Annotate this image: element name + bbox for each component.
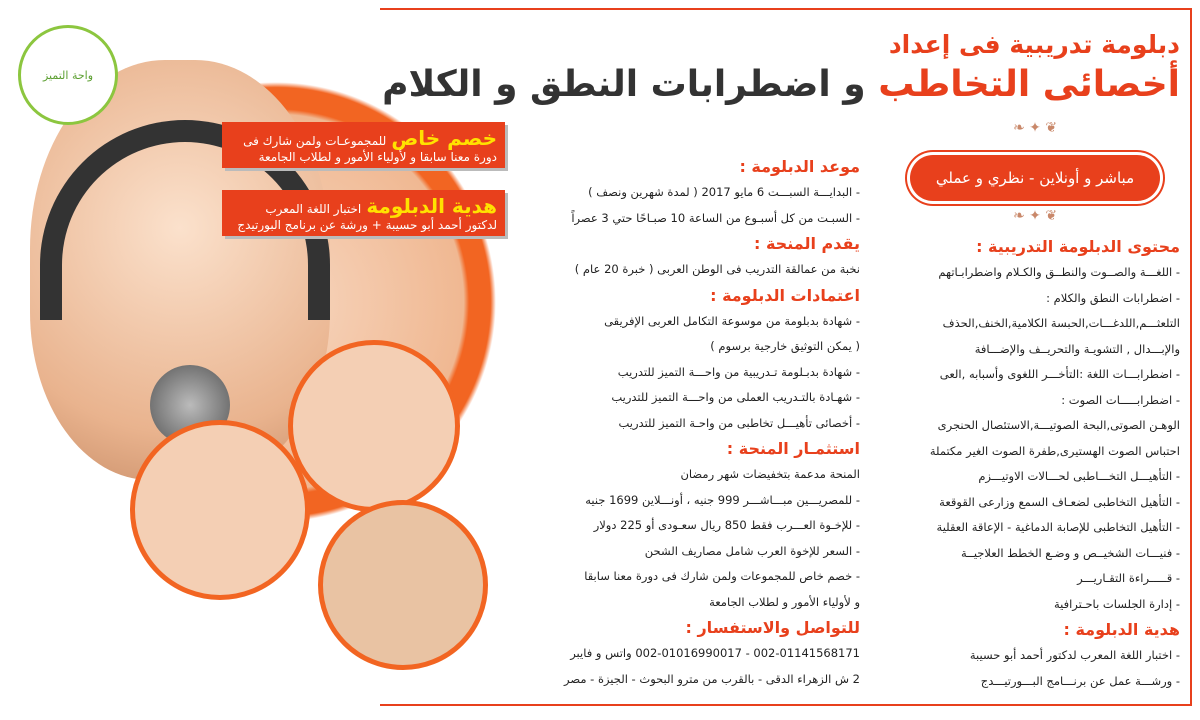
section-line: - البدايـــة السبـــت 6 مايو 2017 ( لمدة شهرين ونصف ): [588, 185, 860, 199]
section-line: - اضطرابـــات اللغة :التأخـــر اللغوى وأسبابه ,العى: [939, 367, 1180, 381]
section-line: 2 ش الزهراء الدقى - بالقرب من مترو البحوث - الجيزة - مصر: [564, 671, 860, 686]
section-line: التلعثـــم,اللدغـــات,الحبسة الكلامية,الخنف,الحذف: [942, 316, 1180, 330]
section-line: - أخصائى تأهيـــل تخاطبى من واحـة التميز للتدريب: [618, 415, 860, 430]
discount-text1: للمجموعـات ولمن شارك فى: [243, 134, 387, 148]
logo: [18, 25, 118, 125]
section-line: نخبة من عمالقة التدريب فى الوطن العربى ( خبرة 20 عام ): [574, 262, 860, 276]
section-line: ( يمكن التوثيق خارجية برسوم ): [710, 339, 860, 353]
section-line: - شهادة بدبـلومة تـدريبية من واحـــة التميز للتدريب: [617, 364, 860, 379]
section-line: احتباس الصوت الهستيرى,طفرة الصوت الغير مكتملة: [929, 443, 1180, 458]
title-dark: و اضطرابات النطق و الكلام: [382, 64, 879, 105]
gift-text2: لدكتور أحمد أبو حسيبة + ورشة عن برنامج البورتيدج: [237, 218, 497, 232]
section-line: - التأهيل التخاطبى للإصابة الدماغية - الإعاقة العقلية: [936, 520, 1180, 534]
section-line: - اضطرابات النطق والكلام :: [1046, 290, 1180, 305]
section-heading: اعتمادات الدبلومة :: [710, 285, 860, 305]
section-line: - قـــــراءة التقـاريـــر: [1077, 571, 1180, 585]
photo-girl-phone: [288, 340, 460, 512]
ornament-bottom: ❧ ✦ ❦: [1012, 208, 1058, 224]
gift-text1: اختبار اللغة المعرب: [265, 202, 362, 216]
section-line: - شهادة بدبلومة من موسوعة التكامل العربى الإفريقى: [604, 313, 860, 328]
section-line: - للإخـوة العـــرب فقط 850 ريال سعـودى أو 225 دولار: [593, 518, 860, 532]
discount-box: [222, 122, 505, 168]
gift-box: [222, 190, 505, 236]
section-line: - التأهيل التخاطبى لضعـاف السمع وزارعى القوقعة: [939, 494, 1180, 509]
section-line: - شهـادة بالتـدريب العملى من واحـــة التميز للتدريب: [611, 390, 860, 404]
section-line: الوهـن الصوتى,البحة الصوتيـــة,الاستئصال الحنجرى: [937, 418, 1180, 432]
title-red: أخصائى التخاطب: [878, 64, 1180, 105]
section-heading: استثمـار المنحة :: [726, 439, 860, 458]
section-heading: هدية الدبلومة :: [1063, 620, 1180, 639]
section-line: - فنيـــات الشخيــص و وضـع الخطط العلاجيــة: [960, 545, 1180, 560]
section-heading: للتواصل والاستفسار :: [685, 618, 860, 637]
section-heading: يقدم المنحة :: [753, 234, 860, 253]
section-line: - السبـت من كل أسبـوع من الساعة 10 صبـاحًا حتي 3 عصراً: [571, 210, 860, 225]
section-line: - إدارة الجلسات باحـترافية: [1053, 596, 1180, 611]
section-line: المنحة مدعمة بتخفيضات شهر رمضان: [680, 467, 860, 481]
section-line: و لأولياء الأمور و لطلاب الجامعة: [709, 594, 860, 609]
section-line: - اختبار اللغة المعرب لدكتور أحمد أبو حسيبة: [969, 648, 1180, 662]
section-heading: محتوى الدبلومة التدريبية :: [976, 237, 1180, 256]
title-line2: [382, 64, 1180, 105]
section-line: - للمصريـــين مبـــاشـــر 999 جنيه ، أونـــلاين 1699 جنيه: [585, 492, 860, 507]
section-line: - اللغـــة والصــوت والنطــق والكـلام واضطرابـاتهم: [938, 265, 1180, 279]
section-line: - خصم خاص للمجموعات ولمن شارك فى دورة معنا سابقا: [584, 569, 860, 583]
photo-girl-puppets: [130, 420, 310, 600]
right-column: [880, 234, 1180, 694]
section-line: - التأهيـــل التخـــاطبى لحـــالات الاوتيـــزم: [978, 469, 1180, 483]
section-line: والإبـــدال , التشويـة والتحريــف والإضـــافة: [974, 341, 1180, 356]
gift-title: هدية الدبلومة: [366, 194, 497, 218]
section-line: - ورشـــة عمل عن برنـــامج البـــورتيـــدج: [980, 673, 1180, 688]
photo-boy-mic: [318, 500, 488, 670]
logo-text: واحة التميز: [42, 68, 94, 82]
title-line1: دبلومة تدريبية فى إعداد: [888, 30, 1180, 59]
section-line: - السعر للإخوة العرب شامل مصاريف الشحن: [644, 543, 860, 558]
section-line: - اضطرابـــــات الصوت :: [1061, 392, 1180, 407]
mode-badge: مباشر و أونلاين - نظري و عملي: [910, 155, 1160, 201]
ornament-top: ❧ ✦ ❦: [1012, 120, 1058, 136]
section-line: 002-01141568171 - 002-01016990017 واتس و فايبر: [570, 646, 860, 660]
discount-title: خصم خاص: [391, 126, 497, 150]
discount-text2: دورة معنا سابقا و لأولياء الأمور و لطلاب الجامعة: [258, 150, 497, 164]
middle-column: [490, 154, 860, 692]
section-heading: موعد الدبلومة :: [739, 157, 860, 176]
